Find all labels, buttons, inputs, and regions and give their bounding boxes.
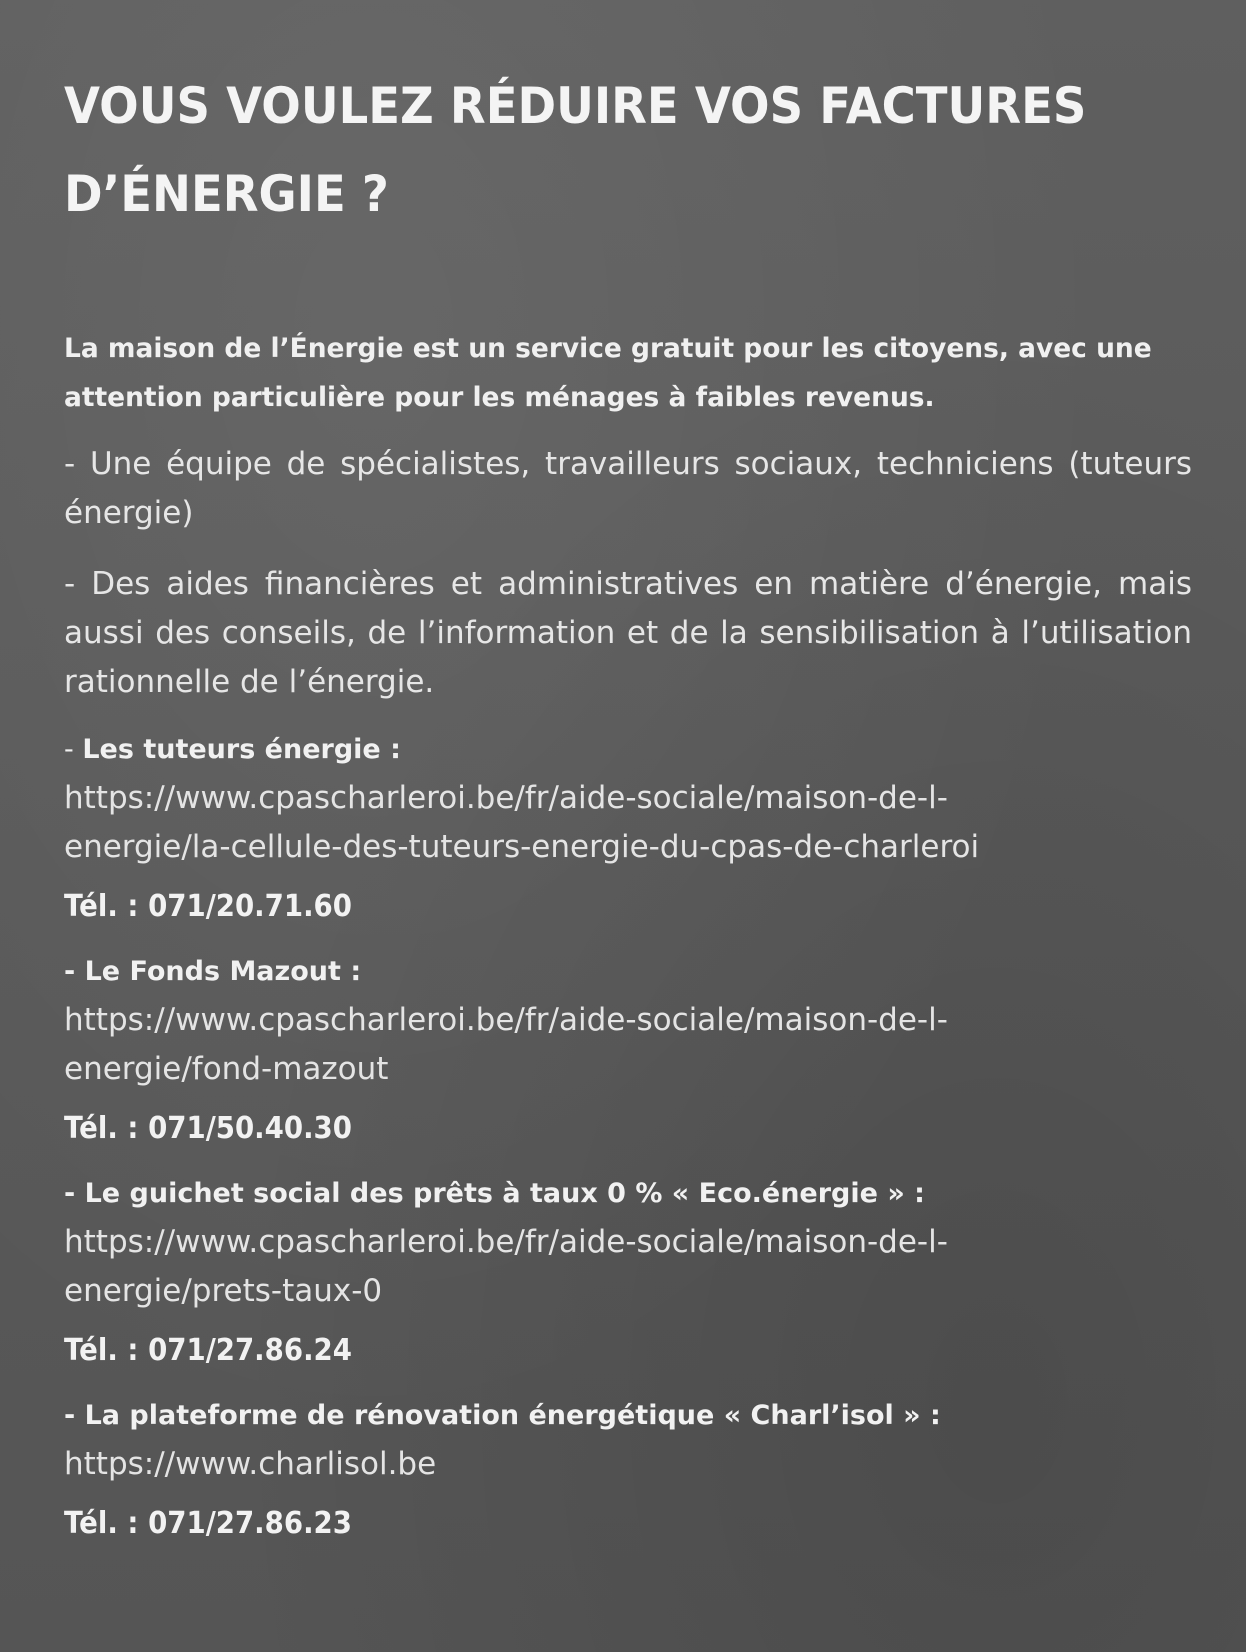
section-phone: Tél. : 071/50.40.30 (64, 1111, 352, 1146)
section-heading: - Le Fonds Mazout : (64, 956, 362, 987)
section-phone: Tél. : 071/27.86.24 (64, 1333, 352, 1368)
url-line-1: https://www.cpascharleroi.be/fr/aide-sociale/maison-de-l- (64, 1002, 948, 1038)
url-line-1: https://www.cpascharleroi.be/fr/aide-sociale/maison-de-l- (64, 780, 948, 816)
section-tuteurs-energie (64, 725, 1194, 931)
section-fonds-mazout (64, 947, 1194, 1153)
section-url[interactable] (64, 1218, 1192, 1316)
section-phone: Tél. : 071/27.86.23 (64, 1506, 352, 1541)
title-line-2: D’ÉNERGIE ? (64, 165, 389, 223)
url-line-1: https://www.charlisol.be (64, 1446, 437, 1482)
url-line-2: energie/prets-taux-0 (64, 1273, 383, 1309)
title-line-1: VOUS VOULEZ RÉDUIRE VOS FACTURES (64, 77, 1087, 135)
section-heading-text: Les tuteurs énergie : (82, 734, 401, 765)
url-line-2: energie/la-cellule-des-tuteurs-energie-du-cpas-de-charleroi (64, 829, 980, 865)
team-paragraph: - Une équipe de spécialistes, travailleurs sociaux, techniciens (tuteurs énergie) (64, 446, 1192, 531)
intro-paragraph: La maison de l’Énergie est un service gratuit pour les citoyens, avec une attention particulière pour les ménages à faibles revenus. (64, 333, 1152, 413)
section-charlisol (64, 1391, 1194, 1548)
section-url[interactable] (64, 996, 1192, 1094)
url-line-2: energie/fond-mazout (64, 1051, 389, 1087)
aid-paragraph: - Des aides financières et administratives en matière d’énergie, mais aussi des conseils, de l’information et de la sensibilisation à l’utilisation rationnelle de l’énergie. (64, 566, 1192, 700)
section-heading: - La plateforme de rénovation énergétique « Charl’isol » : (64, 1400, 941, 1431)
url-line-1: https://www.cpascharleroi.be/fr/aide-sociale/maison-de-l- (64, 1224, 948, 1260)
page-title (64, 62, 1199, 238)
section-heading: - Le guichet social des prêts à taux 0 % « Eco.énergie » : (64, 1178, 925, 1209)
section-phone: Tél. : 071/20.71.60 (64, 889, 352, 924)
section-guichet-prets (64, 1169, 1194, 1375)
section-url[interactable] (64, 1440, 1192, 1489)
section-dash: - (64, 734, 83, 765)
section-heading (64, 725, 1194, 774)
section-url[interactable] (64, 774, 1192, 872)
